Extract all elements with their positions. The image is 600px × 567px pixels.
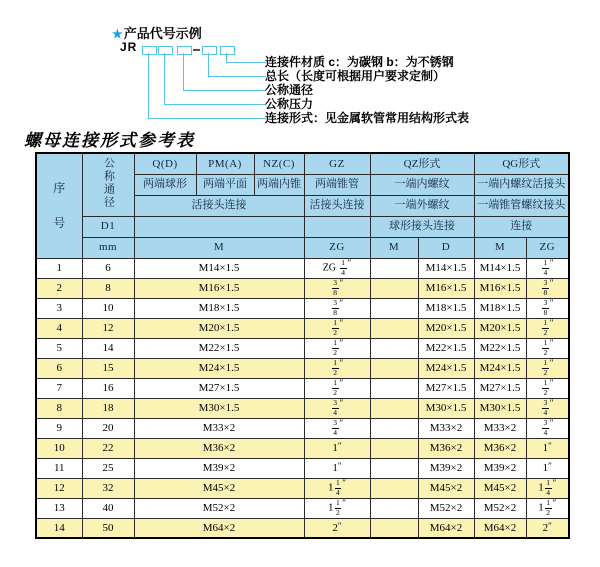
inch-mark: ″: [339, 298, 344, 309]
fraction: $\frac{1}{2}$: [543, 378, 548, 397]
fraction: $\frac{1}{2}$: [333, 378, 337, 397]
whole-number: 1: [542, 441, 549, 454]
dn-value: 10: [82, 298, 134, 318]
qg-zg-value: [526, 298, 569, 318]
header-blank-1: [134, 216, 304, 237]
header-group-qz: QZ形式: [370, 153, 474, 174]
fraction: $\frac{1}{4}$: [546, 478, 551, 497]
qg-m-value: M45×2: [474, 478, 526, 498]
qz-m-value: [370, 438, 418, 458]
header-blank-2: [304, 216, 370, 237]
m-thread-value: M24×1.5: [134, 358, 304, 378]
header-conn-gz: 活接头连接: [304, 195, 370, 216]
qz-m-value: [370, 478, 418, 498]
inch-mark: ″: [549, 418, 554, 429]
header-m-qg: M: [474, 237, 526, 258]
whole-number: 1: [332, 461, 338, 474]
fraction: $\frac{1}{2}$: [543, 318, 548, 337]
header-desc-gz: 两端锥管: [304, 174, 370, 195]
qg-m-value: M52×2: [474, 498, 526, 518]
inch-mark: ″: [552, 478, 557, 489]
row-number: 8: [36, 398, 82, 418]
header-group-nzc: NZ(C): [254, 153, 304, 174]
qz-m-value: [370, 278, 418, 298]
diagram-title-text: 产品代号示例: [123, 26, 202, 41]
star-icon: ★: [112, 27, 123, 41]
fraction: $\frac{3}{8}$: [543, 278, 548, 297]
m-thread-value: M33×2: [134, 418, 304, 438]
qg-zg-value: [526, 338, 569, 358]
fraction: $\frac{1}{2}$: [333, 338, 337, 357]
fraction: $\frac{3}{8}$: [333, 278, 337, 297]
qz-m-value: [370, 498, 418, 518]
header-ball-conn: 球形接头连接: [370, 216, 474, 237]
table-row: [36, 338, 569, 358]
qg-m-value: M18×1.5: [474, 298, 526, 318]
gz-zg-value: [304, 358, 370, 378]
whole-number: 2: [542, 521, 549, 534]
qg-m-value: M64×2: [474, 518, 526, 538]
inch-mark: ″: [548, 460, 552, 471]
gz-zg-value: [304, 338, 370, 358]
row-number: 9: [36, 418, 82, 438]
gz-zg-value: [304, 258, 370, 278]
header-conn-union: 活接头连接: [134, 195, 304, 216]
dn-value: 50: [82, 518, 134, 538]
header-desc-nzc: 两端内锥: [254, 174, 304, 195]
qz-m-value: [370, 518, 418, 538]
table-row: [36, 318, 569, 338]
inch-mark: ″: [337, 520, 342, 531]
whole-number: 2: [332, 521, 338, 534]
table-row: [36, 458, 569, 478]
inch-mark: ″: [549, 378, 554, 389]
header-group-gz: GZ: [304, 153, 370, 174]
header-mm: mm: [82, 237, 134, 258]
header-dn: 公称通径: [82, 153, 134, 216]
qz-m-value: [370, 418, 418, 438]
whole-number: 1: [538, 481, 544, 494]
m-thread-value: M45×2: [134, 478, 304, 498]
fraction: $\frac{3}{4}$: [543, 398, 548, 417]
inch-mark: ″: [339, 278, 344, 289]
qg-m-value: M20×1.5: [474, 318, 526, 338]
gz-zg-value: [304, 378, 370, 398]
m-thread-value: M22×1.5: [134, 338, 304, 358]
dn-value: 40: [82, 498, 134, 518]
qz-m-value: [370, 298, 418, 318]
qg-zg-value: [526, 318, 569, 338]
row-number: 6: [36, 358, 82, 378]
inch-mark: ″: [337, 460, 342, 471]
qz-d-value: M64×2: [418, 518, 474, 538]
row-number: 7: [36, 378, 82, 398]
qz-d-value: M33×2: [418, 418, 474, 438]
m-thread-value: M27×1.5: [134, 378, 304, 398]
product-code-prefix: JR: [120, 40, 138, 54]
inch-mark: ″: [549, 298, 554, 309]
qz-d-value: M18×1.5: [418, 298, 474, 318]
whole-number: 1: [538, 501, 544, 514]
dn-value: 20: [82, 418, 134, 438]
row-number: 14: [36, 518, 82, 538]
row-number: 3: [36, 298, 82, 318]
qz-d-value: M24×1.5: [418, 358, 474, 378]
qg-m-value: M16×1.5: [474, 278, 526, 298]
dn-value: 12: [82, 318, 134, 338]
inch-mark: ″: [552, 498, 557, 509]
m-thread-value: M39×2: [134, 458, 304, 478]
fraction: $\frac{1}{2}$: [546, 498, 551, 517]
whole-number: 1: [328, 481, 334, 494]
qg-m-value: M39×2: [474, 458, 526, 478]
table-row: [36, 518, 569, 538]
row-number: 13: [36, 498, 82, 518]
qz-d-value: M30×1.5: [418, 398, 474, 418]
table-title: 螺母连接形式参考表: [24, 131, 195, 150]
header-group-qg: QG形式: [474, 153, 569, 174]
inch-mark: ″: [549, 338, 554, 349]
dn-value: 15: [82, 358, 134, 378]
fraction: $\frac{1}{4}$: [543, 258, 548, 277]
row-number: 2: [36, 278, 82, 298]
qg-m-value: M24×1.5: [474, 358, 526, 378]
m-thread-value: M36×2: [134, 438, 304, 458]
dn-value: 8: [82, 278, 134, 298]
inch-mark: ″: [339, 318, 344, 329]
fraction: $\frac{1}{2}$: [543, 358, 548, 377]
inch-mark: ″: [337, 440, 342, 451]
row-number: 10: [36, 438, 82, 458]
dn-value: 32: [82, 478, 134, 498]
header-xu: 序: [53, 180, 66, 195]
row-number: 1: [36, 258, 82, 278]
whole-number: 1: [542, 461, 549, 474]
table-row: [36, 498, 569, 518]
header-desc-qg: 一端内螺纹活接头: [474, 174, 569, 195]
gz-zg-value: [304, 298, 370, 318]
inch-mark: ″: [549, 318, 554, 329]
fraction: $\frac{1}{2}$: [543, 338, 548, 357]
qg-zg-value: [526, 478, 569, 498]
code-dash: [193, 49, 200, 51]
qz-d-value: M36×2: [418, 438, 474, 458]
gz-zg-value: [304, 398, 370, 418]
fraction: $\frac{3}{8}$: [333, 298, 337, 317]
qz-m-value: [370, 318, 418, 338]
header-d1: D1: [82, 216, 134, 237]
dn-value: 16: [82, 378, 134, 398]
qg-zg-value: [526, 418, 569, 438]
header-conn: 连接: [474, 216, 569, 237]
header-desc-pma: 两端平面: [196, 174, 254, 195]
table-row: [36, 278, 569, 298]
qg-zg-value: [526, 258, 569, 278]
qg-zg-value: [526, 458, 569, 478]
m-thread-value: M52×2: [134, 498, 304, 518]
m-thread-value: M16×1.5: [134, 278, 304, 298]
dn-value: 22: [82, 438, 134, 458]
inch-mark: ″: [339, 338, 344, 349]
header-conn-qz: 一端外螺纹: [370, 195, 474, 216]
qg-zg-value: [526, 378, 569, 398]
inch-mark: ″: [342, 478, 346, 489]
qg-m-value: M22×1.5: [474, 338, 526, 358]
table-header: [36, 153, 569, 258]
header-conn-qg: 一端锥管螺纹接头: [474, 195, 569, 216]
qz-d-value: M22×1.5: [418, 338, 474, 358]
table-row: [36, 378, 569, 398]
table-row: [36, 478, 569, 498]
code-label-pressure: 公称压力: [265, 97, 314, 111]
whole-number: 1: [328, 501, 334, 514]
gz-zg-value: [304, 518, 370, 538]
qz-d-value: M14×1.5: [418, 258, 474, 278]
inch-mark: ″: [548, 440, 552, 451]
row-number: 5: [36, 338, 82, 358]
gz-zg-value: [304, 278, 370, 298]
header-m-merged: M: [134, 237, 304, 258]
qg-zg-value: [526, 278, 569, 298]
header-xuhao: [36, 153, 82, 258]
gz-zg-value: [304, 458, 370, 478]
fraction: $\frac{1}{4}$: [336, 478, 340, 497]
inch-mark: ″: [549, 258, 554, 269]
gz-zg-value: [304, 418, 370, 438]
row-number: 4: [36, 318, 82, 338]
nut-connection-table: [35, 152, 570, 539]
table-row: [36, 398, 569, 418]
m-thread-value: M18×1.5: [134, 298, 304, 318]
inch-mark: ″: [342, 498, 346, 509]
header-group-pma: PM(A): [196, 153, 254, 174]
table-row: [36, 438, 569, 458]
fraction: $\frac{1}{2}$: [333, 358, 337, 377]
header-desc-qd: 两端球形: [134, 174, 196, 195]
qz-m-value: [370, 378, 418, 398]
callout-line-5: [226, 53, 266, 63]
header-hao: 号: [53, 215, 66, 230]
code-label-length: 总长（长度可根据用户要求定制）: [265, 69, 446, 83]
m-thread-value: M64×2: [134, 518, 304, 538]
dn-value: 14: [82, 338, 134, 358]
code-label-material: 连接件材质 c：为碳钢 b：为不锈钢: [265, 55, 454, 69]
header-group-qd: Q(D): [134, 153, 196, 174]
qz-m-value: [370, 398, 418, 418]
fraction: $\frac{3}{4}$: [333, 398, 337, 417]
dn-value: 18: [82, 398, 134, 418]
qg-m-value: M33×2: [474, 418, 526, 438]
fraction: $\frac{1}{2}$: [333, 318, 337, 337]
code-label-diameter: 公称通径: [265, 83, 314, 97]
gz-zg-value: [304, 438, 370, 458]
qg-zg-value: [526, 398, 569, 418]
fraction: $\frac{1}{2}$: [336, 498, 340, 517]
row-number: 12: [36, 478, 82, 498]
inch-mark: ″: [549, 358, 554, 369]
inch-mark: ″: [339, 378, 344, 389]
table-row: [36, 418, 569, 438]
inch-mark: ″: [548, 520, 552, 531]
zg-prefix: ZG: [322, 262, 337, 274]
dn-value: 6: [82, 258, 134, 278]
header-zg-qg: ZG: [526, 237, 569, 258]
fraction: $\frac{3}{4}$: [333, 418, 337, 437]
qz-d-value: M16×1.5: [418, 278, 474, 298]
qg-m-value: M30×1.5: [474, 398, 526, 418]
inch-mark: ″: [339, 418, 344, 429]
inch-mark: ″: [347, 258, 352, 269]
qz-m-value: [370, 458, 418, 478]
qg-m-value: M36×2: [474, 438, 526, 458]
fraction: $\frac{3}{4}$: [543, 418, 548, 437]
header-desc-qz: 一端内螺纹: [370, 174, 474, 195]
qz-d-value: M20×1.5: [418, 318, 474, 338]
qz-m-value: [370, 258, 418, 278]
qz-m-value: [370, 358, 418, 378]
qg-m-value: M14×1.5: [474, 258, 526, 278]
header-zg-gz: ZG: [304, 237, 370, 258]
header-m-qz: M: [370, 237, 418, 258]
inch-mark: ″: [339, 358, 344, 369]
inch-mark: ″: [339, 398, 344, 409]
inch-mark: ″: [549, 398, 554, 409]
qg-zg-value: [526, 498, 569, 518]
header-d-qz: D: [418, 237, 474, 258]
qz-d-value: M27×1.5: [418, 378, 474, 398]
qz-d-value: M39×2: [418, 458, 474, 478]
code-label-form: 连接形式：见金属软管常用结构形式表: [265, 111, 470, 125]
qg-zg-value: [526, 358, 569, 378]
table-row: [36, 298, 569, 318]
m-thread-value: M14×1.5: [134, 258, 304, 278]
fraction: $\frac{3}{8}$: [543, 298, 548, 317]
inch-mark: ″: [549, 278, 554, 289]
row-number: 11: [36, 458, 82, 478]
whole-number: 1: [332, 441, 338, 454]
qg-m-value: M27×1.5: [474, 378, 526, 398]
gz-zg-value: [304, 318, 370, 338]
qz-m-value: [370, 338, 418, 358]
m-thread-value: M20×1.5: [134, 318, 304, 338]
qg-zg-value: [526, 438, 569, 458]
qz-d-value: M45×2: [418, 478, 474, 498]
gz-zg-value: [304, 478, 370, 498]
gz-zg-value: [304, 498, 370, 518]
table-body: [36, 258, 569, 538]
qz-d-value: M52×2: [418, 498, 474, 518]
table-row: [36, 258, 569, 278]
m-thread-value: M30×1.5: [134, 398, 304, 418]
dn-value: 25: [82, 458, 134, 478]
fraction: $\frac{1}{4}$: [341, 258, 346, 277]
table-row: [36, 358, 569, 378]
qg-zg-value: [526, 518, 569, 538]
